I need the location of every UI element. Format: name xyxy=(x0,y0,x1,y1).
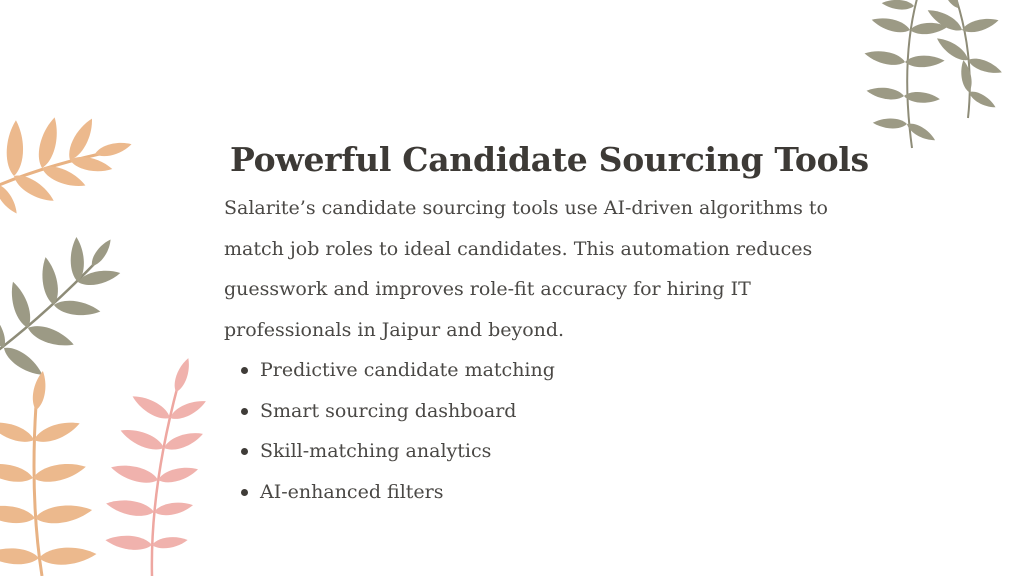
pink-branch-icon xyxy=(105,356,209,576)
slide-title: Powerful Candidate Sourcing Tools xyxy=(230,140,869,179)
bullet-icon xyxy=(241,367,248,374)
list-item-text: AI-enhanced filters xyxy=(260,480,444,503)
list-item xyxy=(224,472,555,513)
peach-branch-bottom-icon xyxy=(0,370,97,576)
olive-branch-left-icon xyxy=(0,237,122,381)
olive-branch-right-icon xyxy=(863,0,1003,148)
list-item-text: Predictive candidate matching xyxy=(260,359,555,381)
list-item-text: Smart sourcing dashboard xyxy=(260,399,517,422)
peach-branch-top-icon xyxy=(0,115,133,216)
slide-body-text: Salarite’s candidate sourcing tools use AI-driven algorithms to match job roles to ideal candidates. This automation reduces guesswork and improves role-fit accuracy for hiring IT professionals in Jaipur and beyond. xyxy=(224,197,828,341)
list-item xyxy=(224,350,555,391)
bullet-icon xyxy=(241,408,248,415)
list-item xyxy=(224,391,555,432)
list-item xyxy=(224,431,555,472)
feature-list xyxy=(224,350,555,512)
list-item-text: Skill-matching analytics xyxy=(260,440,492,462)
bullet-icon xyxy=(241,489,248,496)
bullet-icon xyxy=(241,448,248,455)
